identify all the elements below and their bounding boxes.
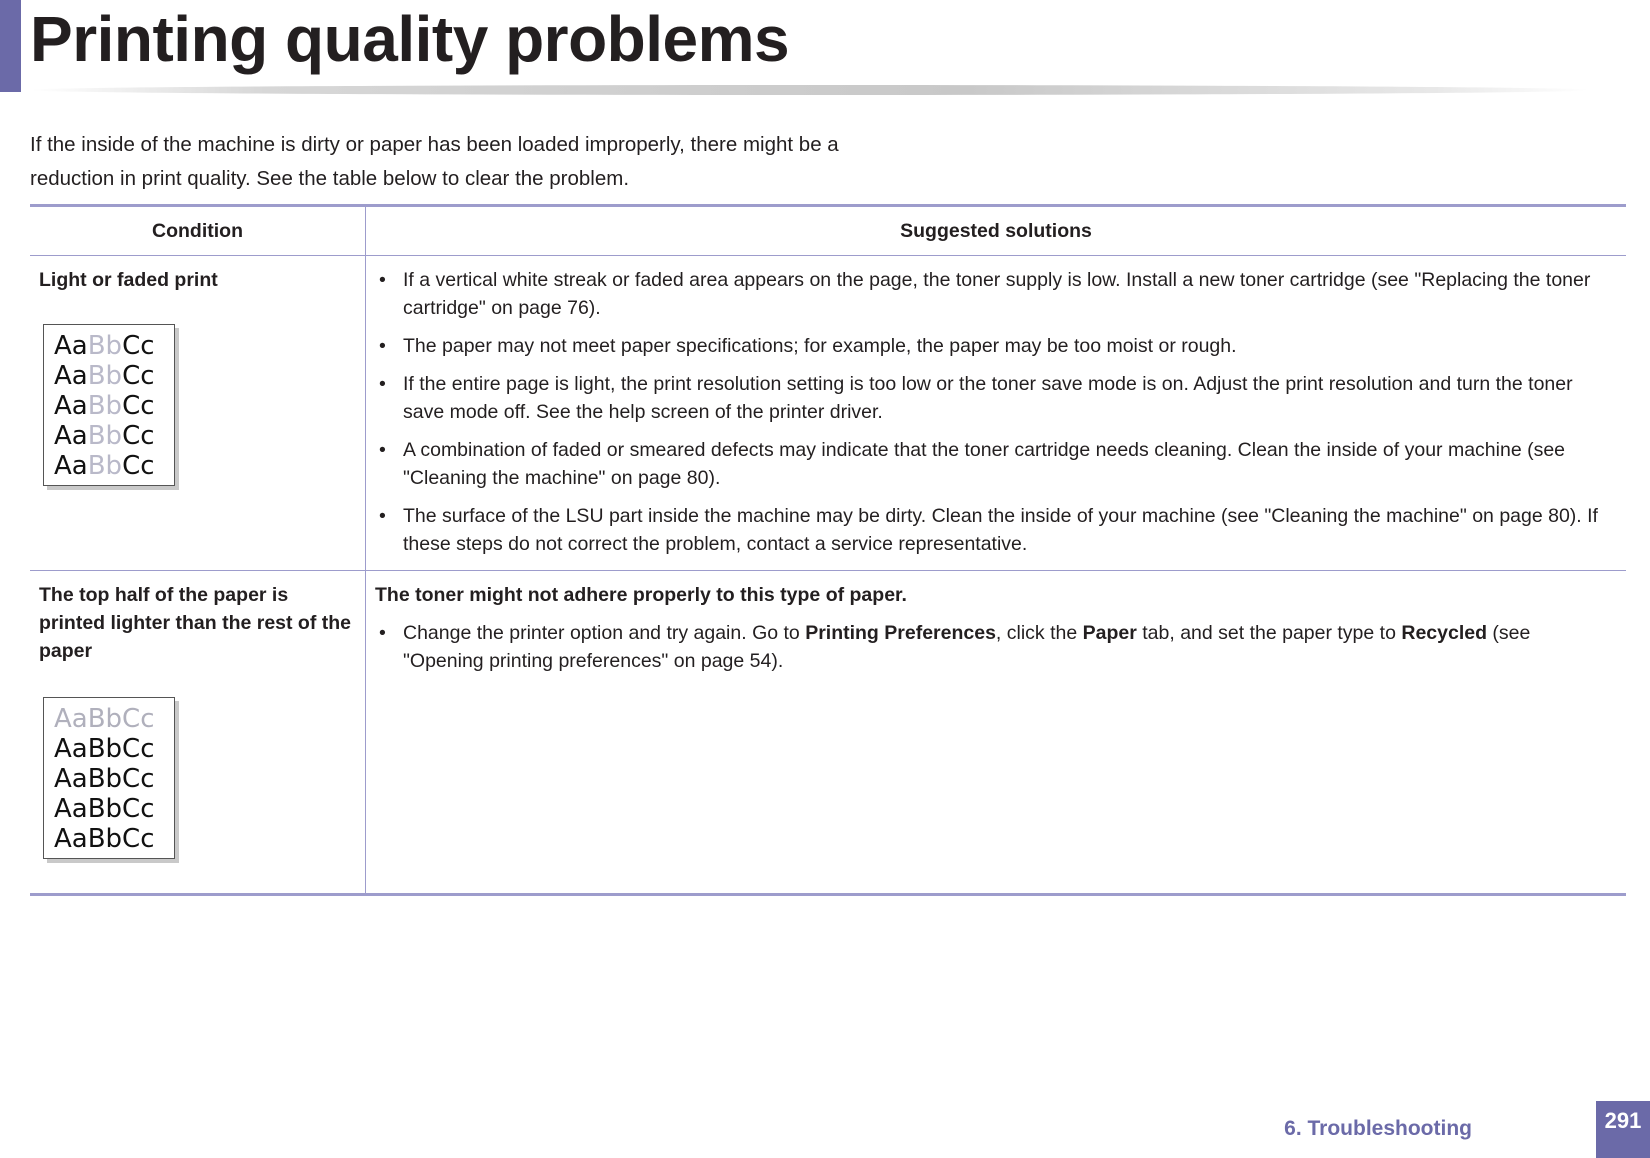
condition-cell	[30, 571, 366, 895]
intro-paragraph: If the inside of the machine is dirty or paper has been loaded improperly, there might be a reduction in print quality. See the table below to clear the problem.	[30, 133, 839, 190]
bullet-icon: •	[379, 335, 386, 357]
solution-list	[375, 619, 1614, 675]
faded-print-sample-image	[43, 324, 175, 486]
page-number-badge: 291	[1596, 1101, 1650, 1158]
list-item: • Change the printer option and try again. Go to Printing Preferences, click the Paper tab, and set the paper type to Recycled (see "Opening printing preferences" on page 54).	[375, 619, 1614, 675]
sample-line: AaBbCc	[54, 421, 155, 451]
column-header-solutions: Suggested solutions	[366, 206, 1627, 256]
list-item: • If the entire page is light, the print resolution setting is too low or the toner save mode is on. Adjust the print resolution and turn the toner save mode off. See the help screen of the printer driver.	[375, 370, 1614, 426]
sample-line: AaBbCc	[54, 794, 155, 824]
sample-line: AaBbCc	[54, 734, 155, 764]
sample-line: AaBbCc	[54, 331, 155, 361]
condition-label: Light or faded print	[39, 269, 218, 291]
sample-line: AaBbCc	[54, 824, 155, 854]
keyword-printing-preferences: Printing Preferences	[805, 622, 996, 644]
bullet-icon: •	[379, 373, 386, 395]
keyword-paper-tab: Paper	[1082, 622, 1137, 644]
list-item: • A combination of faded or smeared defects may indicate that the toner cartridge needs cleaning. Clean the inside of your machine (see "Cleaning the machine" on page 80).	[375, 436, 1614, 492]
title-underline	[30, 85, 1590, 95]
bullet-icon: •	[379, 269, 386, 291]
page-title: Printing quality problems	[30, 3, 790, 75]
table-row	[30, 256, 1626, 571]
bullet-icon: •	[379, 439, 386, 461]
bullet-icon: •	[379, 622, 386, 644]
list-item: • The paper may not meet paper specifications; for example, the paper may be too moist or rough.	[375, 332, 1614, 360]
sample-line: AaBbCc	[54, 391, 155, 421]
bullet-icon: •	[379, 505, 386, 527]
condition-cell	[30, 256, 366, 571]
sample-line: AaBbCc	[54, 764, 155, 794]
column-header-condition: Condition	[30, 206, 366, 256]
top-half-light-sample-image	[43, 697, 175, 859]
solutions-cell	[366, 256, 1627, 571]
solution-heading: The toner might not adhere properly to this type of paper.	[375, 584, 907, 606]
footer-section-label: 6. Troubleshooting	[1284, 1117, 1472, 1140]
condition-label: The top half of the paper is printed lighter than the rest of the paper	[39, 584, 352, 662]
sample-line: AaBbCc	[54, 361, 155, 391]
list-item: • If a vertical white streak or faded area appears on the page, the toner supply is low. Install a new toner cartridge (see "Replacing the toner cartridge" on page 76).	[375, 266, 1614, 322]
solutions-cell	[366, 571, 1627, 895]
table-row	[30, 571, 1626, 895]
title-accent-bar	[0, 0, 21, 92]
list-item: • The surface of the LSU part inside the machine may be dirty. Clean the inside of your machine (see "Cleaning the machine" on page 80). If these steps do not correct the problem, contact a service representative.	[375, 502, 1614, 558]
sample-line: AaBbCc	[54, 704, 155, 734]
troubleshooting-table	[30, 204, 1626, 896]
sample-line: AaBbCc	[54, 451, 155, 481]
solution-list	[375, 266, 1614, 558]
keyword-recycled: Recycled	[1401, 622, 1487, 644]
table-header-row	[30, 206, 1626, 256]
